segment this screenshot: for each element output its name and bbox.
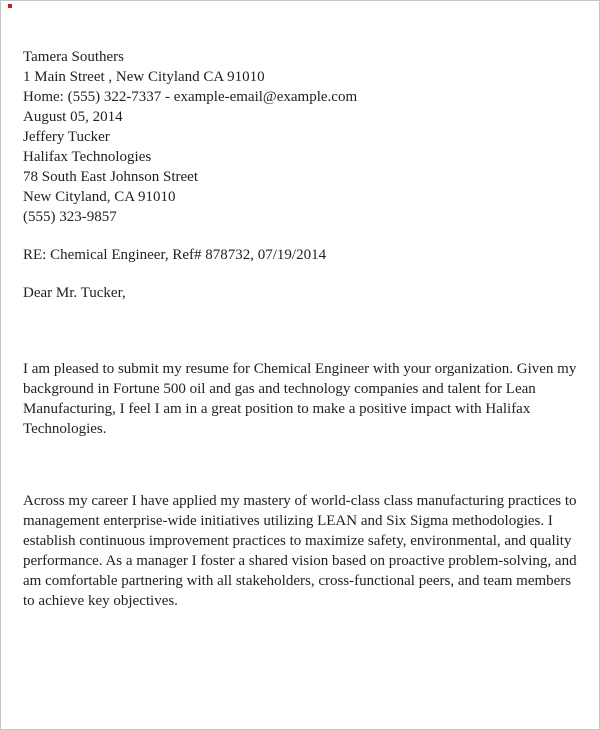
salutation-text: Dear Mr. Tucker, [23, 285, 126, 301]
sender-address: 1 Main Street , New Cityland CA 91010 [23, 69, 265, 85]
recipient-city-state-zip: New Cityland, CA 91010 [23, 189, 176, 205]
body-paragraph-1: I am pleased to submit my resume for Chemical Engineer with your organization. Given my background in Fortune 500 oil and gas and technology companies and talent for Lean Manufacturing, I feel I am in a great position to make a positive impact with Halifax Technologies. [23, 361, 577, 437]
sender-name: Tamera Southers [23, 49, 125, 65]
recipient-phone: (555) 323-9857 [23, 209, 117, 225]
recipient-street: 78 South East Johnson Street [23, 169, 198, 185]
recipient-name: Jeffery Tucker [23, 129, 110, 145]
letter-date: August 05, 2014 [23, 109, 123, 125]
recipient-company: Halifax Technologies [23, 149, 152, 165]
subject-text: RE: Chemical Engineer, Ref# 878732, 07/19/2014 [23, 247, 327, 263]
salutation [23, 283, 579, 303]
sender-block [23, 47, 579, 127]
subject-line [23, 245, 579, 265]
letter-content [1, 1, 599, 611]
recipient-block [23, 127, 579, 227]
red-marker-dot [8, 4, 12, 8]
body-paragraph-2: Across my career I have applied my mastery of world-class class manufacturing practices to management enterprise-wide initiatives utilizing LEAN and Six Sigma methodologies. I establish continuous improvement practices to maximize safety, environmental, and quality performance. As a manager I foster a shared vision based on proactive problem-solving, and am comfortable partnering with all stakeholders, cross-functional peers, and team members to achieve key objectives. [23, 493, 577, 609]
sender-contact: Home: (555) 322-7337 - example-email@example.com [23, 89, 358, 105]
